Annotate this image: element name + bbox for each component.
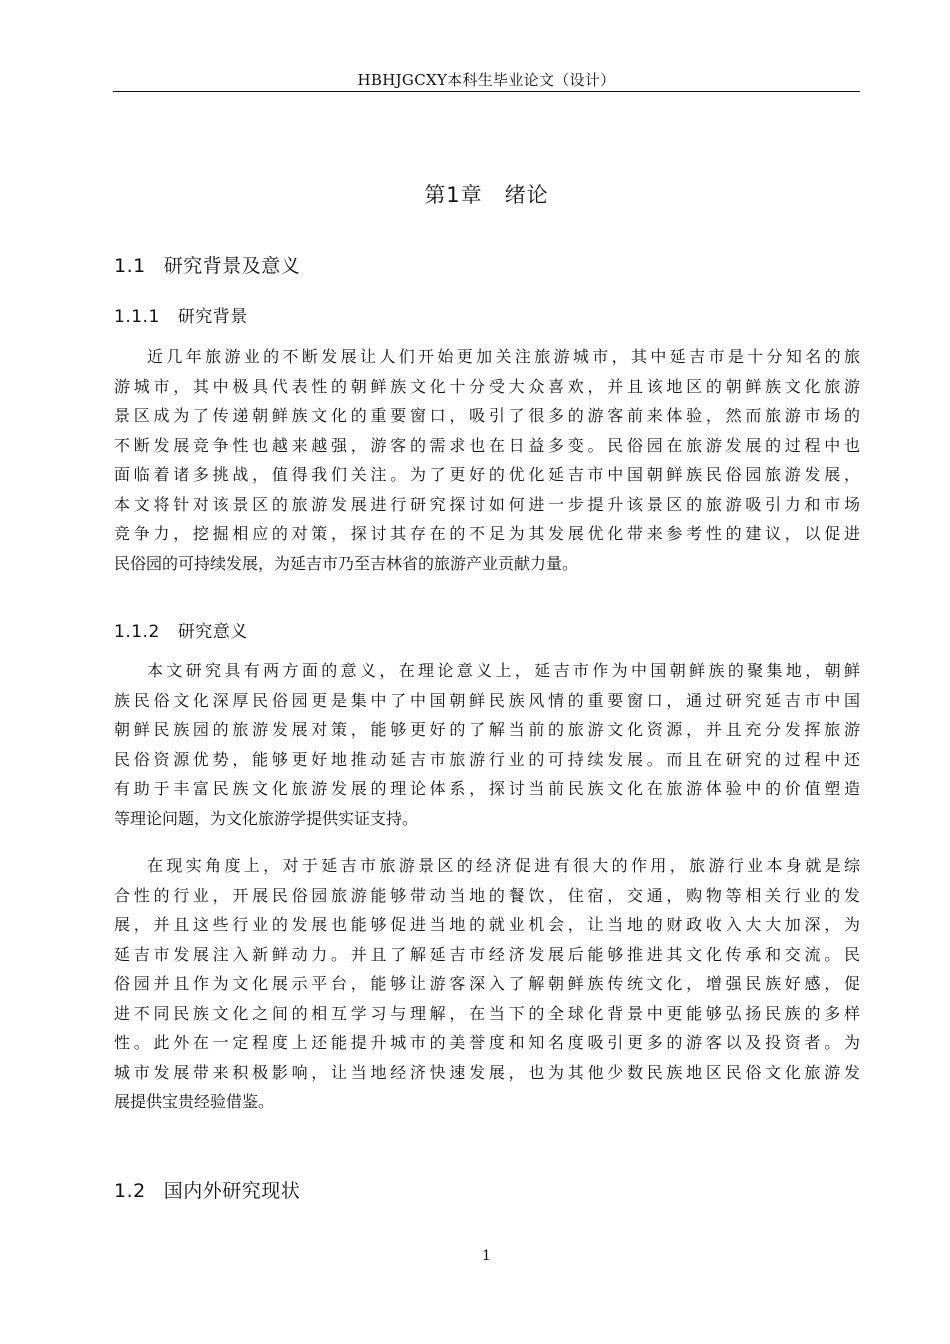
paragraph-line: 朝鲜民族园的旅游发展对策，能够更好的了解当前的旅游文化资源，并且充分发挥旅游 <box>114 720 860 739</box>
paragraph-line: 景区成为了传递朝鲜族文化的重要窗口，吸引了很多的游客前来体验，然而旅游市场的 <box>114 406 860 425</box>
paragraph-line: 进不同民族文化之间的相互学习与理解，在当下的全球化背景中更能够弘扬民族的多样 <box>114 1003 860 1023</box>
paragraph-line: 本文将针对该景区的旅游发展进行研究探讨如何进一步提升该景区的旅游吸引力和市场 <box>114 494 860 514</box>
chapter-title: 第1章 绪论 <box>424 183 549 207</box>
section-heading-1-1 <box>114 252 300 280</box>
paragraph-line: 城市发展带来积极影响，让当地经济快速发展，也为其他少数民族地区民俗文化旅游发 <box>114 1062 860 1082</box>
paragraph-research-significance-practice <box>114 851 860 1117</box>
paragraph-line: 俗园并且作为文化展示平台，能够让游客深入了解朝鲜族传统文化，增强民族好感，促 <box>114 974 860 993</box>
paragraph-line: 不断发展竞争性也越来越强，游客的需求也在日益多变。民俗园在旅游发展的过程中也 <box>114 435 860 455</box>
section-number: 1.2 <box>114 1180 146 1202</box>
paragraph-line: 面临着诸多挑战，值得我们关注。为了更好的优化延吉市中国朝鲜族民俗园旅游发展， <box>114 465 860 484</box>
section-title: 研究背景及意义 <box>163 255 301 277</box>
paragraph-research-background <box>114 342 860 578</box>
subsection-heading-1-1-2 <box>114 619 248 645</box>
section-heading-1-2 <box>114 1177 300 1205</box>
paragraph-line: 展提供宝贵经验借鉴。 <box>114 1092 275 1111</box>
subsection-number: 1.1.1 <box>114 307 160 327</box>
paragraph-line: 等理论问题，为文化旅游学提供实证支持。 <box>114 808 419 828</box>
paragraph-line: 延吉市发展注入新鲜动力。并且了解延吉市经济发展后能够推进其文化传承和交流。民 <box>114 944 860 964</box>
paragraph-line: 民俗园的可持续发展，为延吉市乃至吉林省的旅游产业贡献力量。 <box>114 553 579 573</box>
subsection-title: 研究背景 <box>177 307 248 327</box>
page-header: HBHJGCXY本科生毕业论文（设计） <box>357 71 616 89</box>
paragraph-line: 近几年旅游业的不断发展让人们开始更加关注旅游城市，其中延吉市是十分知名的旅 <box>147 347 860 366</box>
paragraph-line: 展，并且这些行业的发展也能够促进当地的就业机会，让当地的财政收入大大加深，为 <box>114 915 860 934</box>
paragraph-line: 民俗资源优势，能够更好地推动延吉市旅游行业的可持续发展。而且在研究的过程中还 <box>114 749 860 769</box>
header-divider <box>113 91 860 92</box>
subsection-heading-1-1-1 <box>114 304 248 330</box>
paragraph-line: 性。此外在一定程度上还能提升城市的美誉度和知名度吸引更多的游客以及投资者。为 <box>114 1033 860 1052</box>
section-title: 国内外研究现状 <box>163 1180 301 1202</box>
paragraph-line: 游城市，其中极具代表性的朝鲜族文化十分受大众喜欢，并且该地区的朝鲜族文化旅游 <box>114 376 860 396</box>
page-number: 1 <box>482 1248 491 1264</box>
subsection-number: 1.1.2 <box>114 622 160 642</box>
paragraph-research-significance-theory <box>114 656 860 833</box>
subsection-title: 研究意义 <box>177 622 248 642</box>
paragraph-line: 在现实角度上，对于延吉市旅游景区的经济促进有很大的作用，旅游行业本身就是综 <box>147 856 860 875</box>
paragraph-line: 竞争力，挖掘相应的对策，探讨其存在的不足为其发展优化带来参考性的建议，以促进 <box>114 524 860 543</box>
paragraph-line: 有助于丰富民族文化旅游发展的理论体系，探讨当前民族文化在旅游体验中的价值塑造 <box>114 779 860 798</box>
paragraph-line: 合性的行业，开展民俗园旅游能够带动当地的餐饮，住宿，交通，购物等相关行业的发 <box>114 885 860 905</box>
section-number: 1.1 <box>114 255 146 277</box>
paragraph-line: 族民俗文化深厚民俗园更是集中了中国朝鲜民族风情的重要窗口，通过研究延吉市中国 <box>114 690 860 710</box>
paragraph-line: 本文研究具有两方面的意义，在理论意义上，延吉市作为中国朝鲜族的聚集地，朝鲜 <box>147 661 860 680</box>
